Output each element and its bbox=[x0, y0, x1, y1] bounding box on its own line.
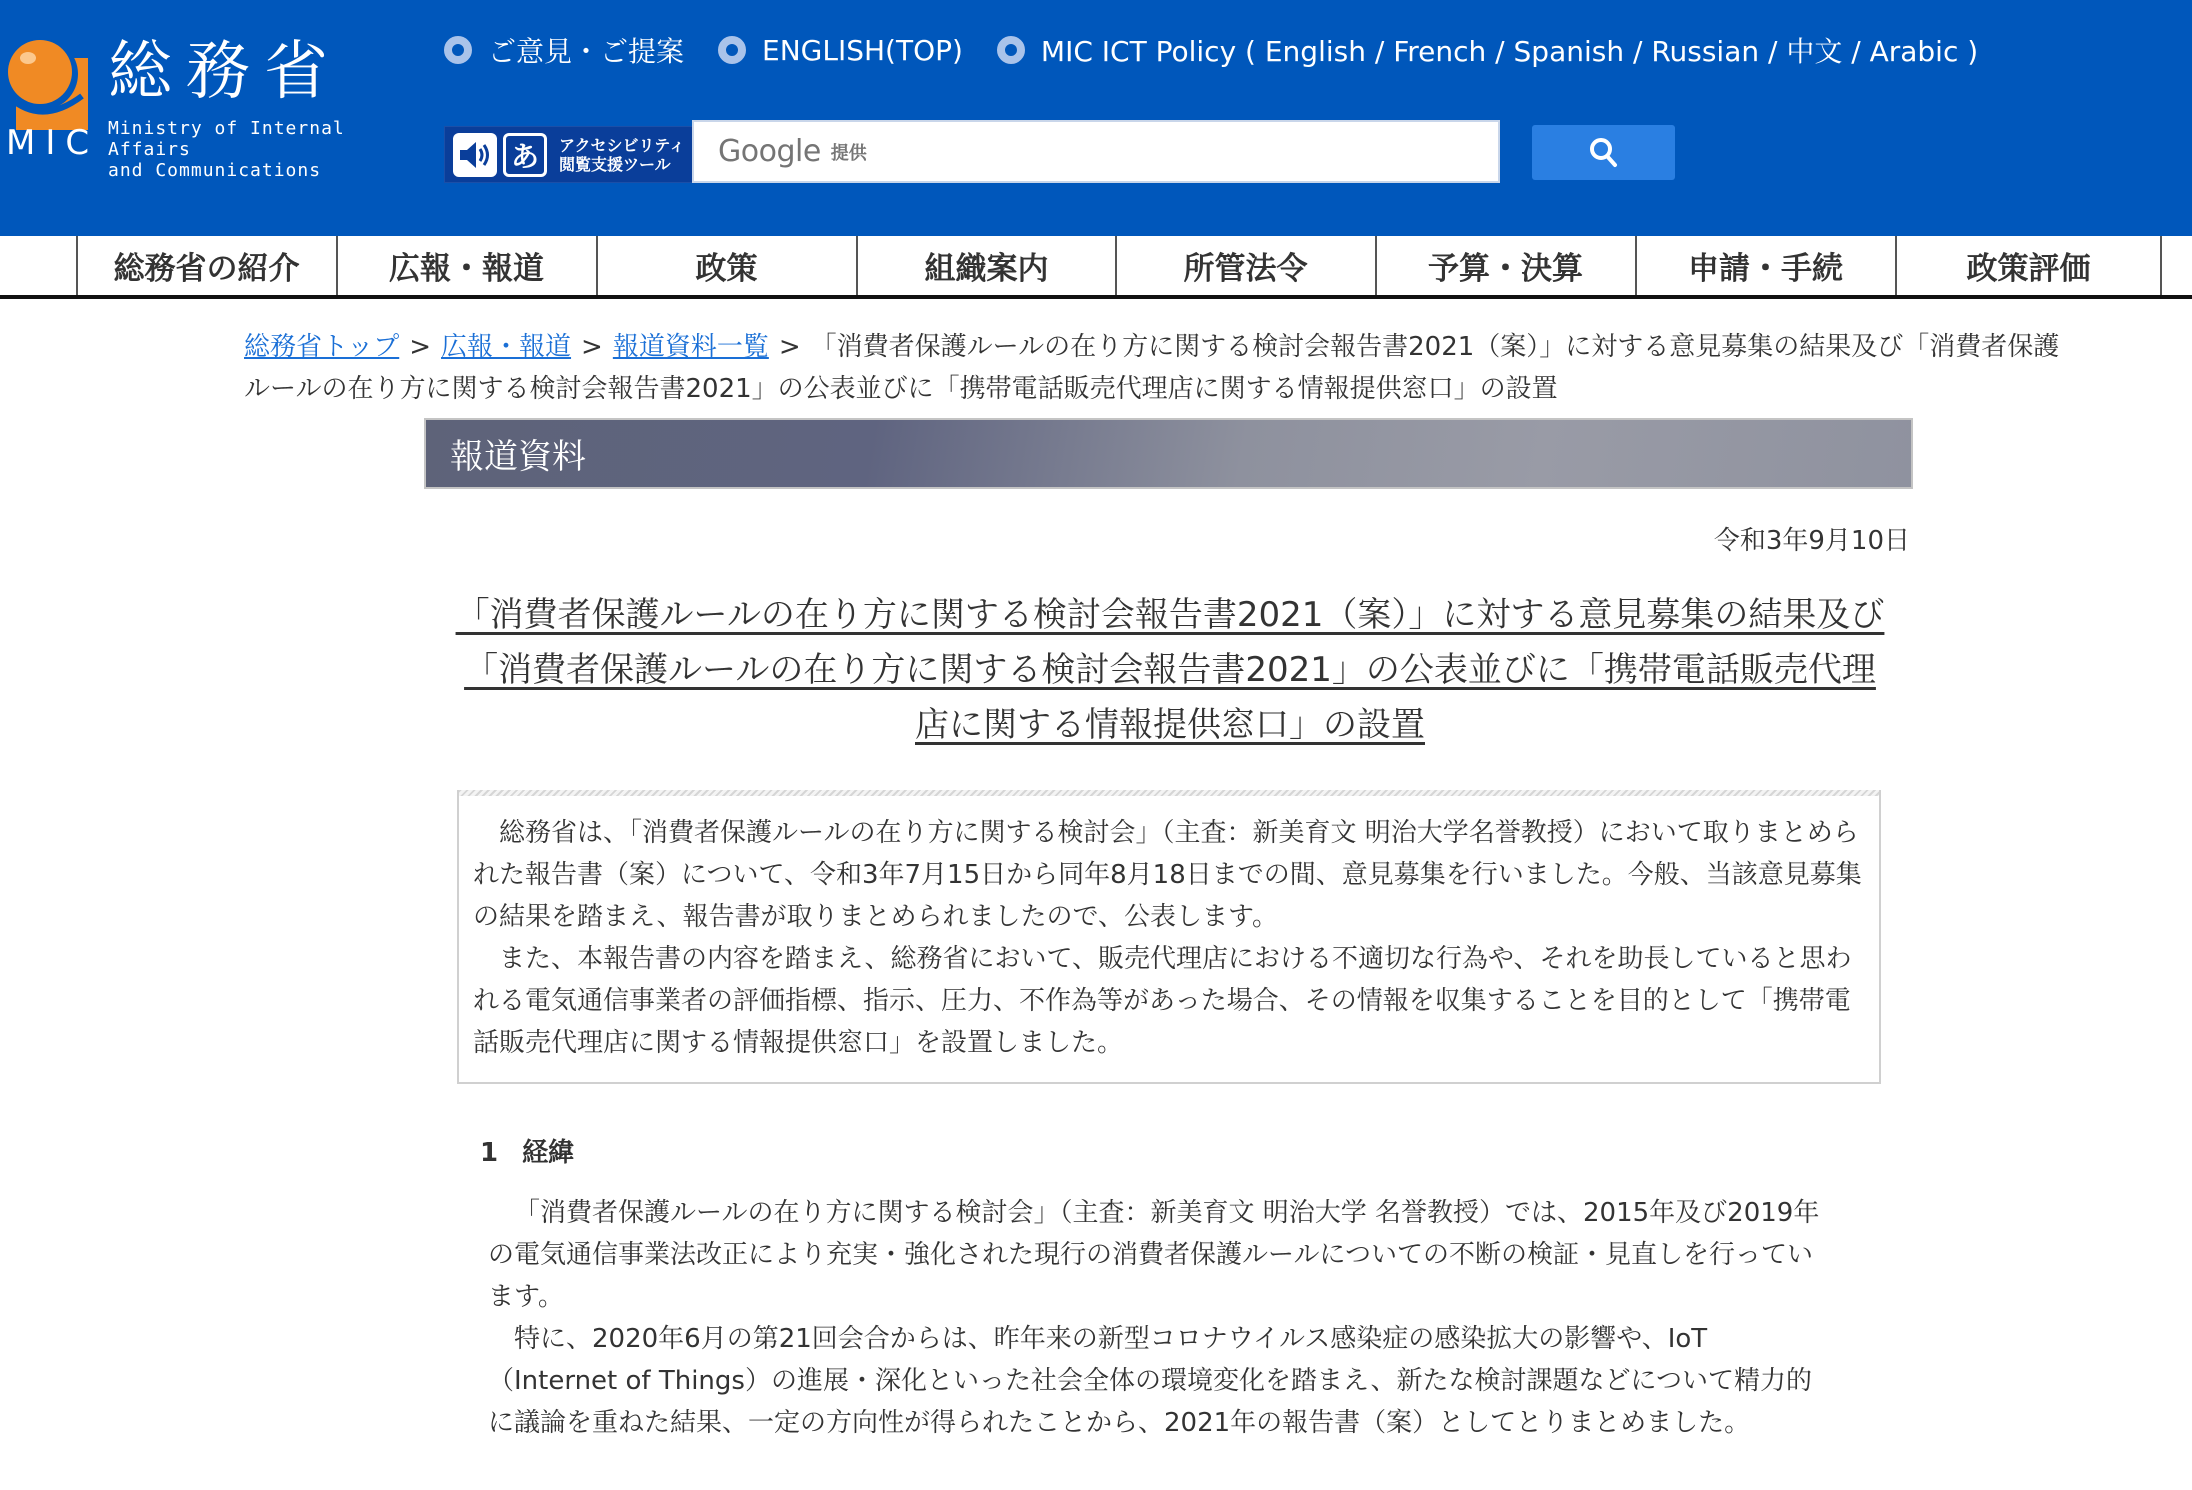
hiragana-icon: あ bbox=[503, 133, 547, 177]
nav-press[interactable]: 広報・報道 bbox=[336, 236, 595, 295]
section-body bbox=[488, 1192, 1828, 1444]
circle-bullet-icon bbox=[444, 36, 472, 64]
accessibility-tool-button[interactable] bbox=[444, 126, 715, 183]
nav-organization[interactable]: 組織案内 bbox=[856, 236, 1115, 295]
nav-applications[interactable]: 申請・手続 bbox=[1635, 236, 1894, 295]
accessibility-tool-label bbox=[559, 136, 685, 174]
summary-paragraph: また、本報告書の内容を踏まえ、総務省において、販売代理店における不適切な行為や、それを助長していると思われる電気通信事業者の評価指標、指示、圧力、不作為等があった場合、その情報を収集することを目的として「携帯電話販売代理店に関する情報提供窓口」を設置しました。 bbox=[473, 944, 1852, 1058]
summary-paragraph: 総務省は、「消費者保護ルールの在り方に関する検討会」（主査：新美育文 明治大学名誉教授）において取りまとめられた報告書（案）について、令和3年7月15日から同年8月18日までの間、意見募集を行いました。今般、当該意見募集の結果を踏まえ、報告書が取りまとめられましたので、公表します。 bbox=[473, 818, 1862, 932]
breadcrumb-home-link[interactable]: 総務省トップ bbox=[244, 332, 400, 362]
breadcrumb-separator: > bbox=[581, 332, 603, 362]
logo-kanji: 総務省 bbox=[108, 35, 342, 109]
summary-box bbox=[457, 790, 1881, 1084]
logo-english-line1: Ministry of Internal Affairs bbox=[108, 118, 345, 160]
nav-policy[interactable]: 政策 bbox=[596, 236, 855, 295]
speaker-icon bbox=[453, 133, 497, 177]
circle-bullet-icon bbox=[718, 36, 746, 64]
global-nav bbox=[0, 236, 2192, 299]
nav-divider bbox=[2160, 236, 2162, 295]
release-date: 令和3年9月10日 bbox=[1713, 526, 1910, 556]
breadcrumb-separator: > bbox=[778, 332, 801, 362]
breadcrumb-current: 「消費者保護ルールの在り方に関する検討会報告書2021（案）」に対する意見募集の結果及び「消費者保護ルールの在り方に関する検討会報告書2021」の公表並びに「携帯電話販売代理店に関する情報提供窓口」の設置 bbox=[244, 332, 2060, 404]
page-heading-bar bbox=[424, 418, 1913, 489]
english-top-link[interactable] bbox=[718, 34, 963, 67]
logo-abbr: MIC bbox=[6, 123, 100, 163]
accessibility-line1: アクセシビリティ bbox=[559, 135, 685, 155]
mic-logo-icon bbox=[4, 34, 88, 130]
breadcrumb-press-link[interactable]: 広報・報道 bbox=[441, 332, 572, 362]
ict-policy-link-label: MIC ICT Policy ( English / French / Spanish / Russian / 中文 / Arabic ) bbox=[1040, 35, 1979, 68]
logo-english-line2: and Communications bbox=[108, 160, 322, 181]
search-placeholder-suffix: 提供 bbox=[830, 142, 867, 164]
site-logo-link[interactable] bbox=[0, 14, 400, 181]
summary-text bbox=[473, 812, 1873, 1064]
summary-box-hatch-border bbox=[459, 790, 1879, 796]
top-links bbox=[444, 30, 2012, 70]
nav-about[interactable]: 総務省の紹介 bbox=[76, 236, 335, 295]
search-placeholder-brand: Google bbox=[718, 134, 821, 169]
breadcrumb-separator: > bbox=[409, 332, 432, 362]
logo-english bbox=[108, 118, 400, 181]
opinion-link-label: ご意見・ご提案 bbox=[488, 35, 685, 68]
accessibility-line2: 閲覧支援ツール bbox=[559, 154, 671, 174]
search-icon bbox=[1589, 137, 1619, 169]
english-top-link-label: ENGLISH(TOP) bbox=[762, 33, 963, 67]
section-heading bbox=[480, 1132, 574, 1169]
nav-laws[interactable]: 所管法令 bbox=[1115, 236, 1374, 295]
press-release-title: 「消費者保護ルールの在り方に関する検討会報告書2021（案）」に対する意見募集の結果及び「消費者保護ルールの在り方に関する検討会報告書2021」の公表並びに「携帯電話販売代理店に関する情報提供窓口」の設置 bbox=[455, 595, 1885, 745]
section-title: 経緯 bbox=[522, 1138, 575, 1168]
nav-evaluation[interactable]: 政策評価 bbox=[1895, 236, 2160, 295]
breadcrumb-press-list-link[interactable]: 報道資料一覧 bbox=[612, 332, 769, 362]
section-number: 1 bbox=[480, 1138, 499, 1168]
ict-policy-link[interactable] bbox=[997, 30, 1978, 70]
opinion-link[interactable] bbox=[444, 30, 684, 70]
search-input[interactable] bbox=[692, 120, 1500, 183]
circle-bullet-icon bbox=[997, 36, 1025, 64]
nav-budget[interactable]: 予算・決算 bbox=[1375, 236, 1634, 295]
section-paragraph: 「消費者保護ルールの在り方に関する検討会」（主査：新美育文 明治大学 名誉教授）では、2015年及び2019年の電気通信事業法改正により充実・強化された現行の消費者保護ルールについての不断の検証・見直しを行っています。 bbox=[488, 1198, 1820, 1312]
page-heading: 報道資料 bbox=[450, 437, 586, 477]
section-paragraph: 特に、2020年6月の第21回会合からは、昨年来の新型コロナウイルス感染症の感染拡大の影響や、IoT（Internet of Things）の進展・深化といった社会全体の環境変化を踏まえ、新たな検討課題などについて精力的に議論を重ねた結果、一定の方向性が得られたことから、2021年の報告書（案）としてとりまとめました。 bbox=[488, 1324, 1812, 1438]
search-button[interactable] bbox=[1532, 125, 1675, 180]
breadcrumb bbox=[244, 326, 2084, 410]
site-header bbox=[0, 0, 2192, 236]
